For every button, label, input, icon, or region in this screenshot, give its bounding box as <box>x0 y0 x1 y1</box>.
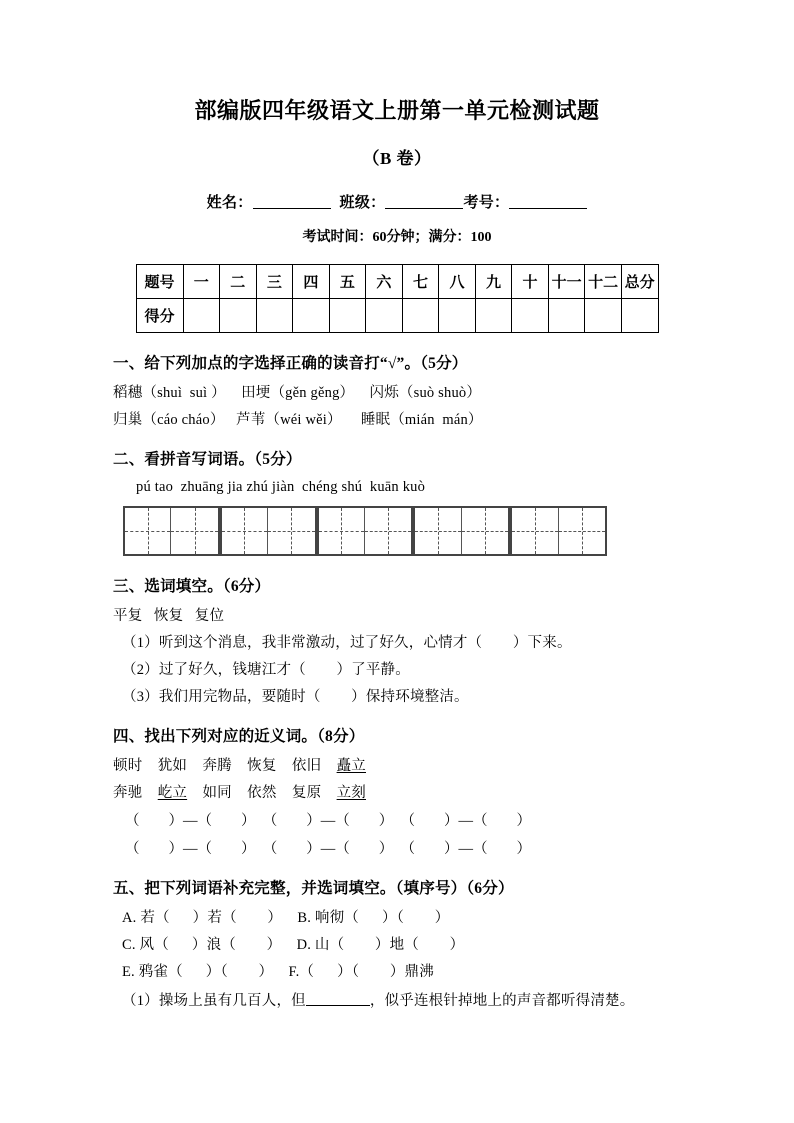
word-item: 如同 <box>202 785 232 802</box>
score-cell-11[interactable] <box>548 299 585 333</box>
col-header-total: 总分 <box>621 265 658 299</box>
score-cell-5[interactable] <box>329 299 366 333</box>
grid-pair-2[interactable] <box>220 506 317 556</box>
score-cell-8[interactable] <box>439 299 476 333</box>
grid-pair-1[interactable] <box>123 506 220 556</box>
score-cell-4[interactable] <box>293 299 330 333</box>
col-header-12: 十二 <box>585 265 622 299</box>
name-input-blank[interactable] <box>253 195 331 209</box>
col-header-4: 四 <box>293 265 330 299</box>
grid-cell[interactable] <box>559 508 605 554</box>
col-header-3: 三 <box>256 265 293 299</box>
row-label-score: 得分 <box>136 299 183 333</box>
grid-cell[interactable] <box>268 508 314 554</box>
section-one-heading: 一、给下列加点的字选择正确的读音打“√”。（5分） <box>113 355 468 373</box>
row-label-question-no: 题号 <box>136 265 183 299</box>
grid-cell[interactable] <box>125 508 171 554</box>
section-two-heading: 二、看拼音写词语。（5分） <box>113 451 302 469</box>
word-item: 恢复 <box>247 758 277 775</box>
score-table-container <box>136 264 659 333</box>
score-table <box>136 264 659 333</box>
section-three-item-3[interactable]: （3）我们用完物品，要随时（ ）保持环境整洁。 <box>122 689 469 706</box>
grid-pair-3[interactable] <box>317 506 414 556</box>
section-four-heading: 四、找出下列对应的近义词。（8分） <box>113 728 365 746</box>
word-item: 奔腾 <box>202 758 232 775</box>
grid-cell[interactable] <box>415 508 461 554</box>
col-header-8: 八 <box>439 265 476 299</box>
section-one-row-1: 稻穗（shuì suì ） 田埂（gěn gěng） 闪烁（suò shuò） <box>113 385 482 402</box>
table-row-scores <box>136 299 658 333</box>
word-item: 顿时 <box>113 758 143 775</box>
grid-cell[interactable] <box>319 508 365 554</box>
writing-grid[interactable] <box>123 506 597 556</box>
word-item-underlined: 立刻 <box>336 785 366 802</box>
col-header-6: 六 <box>366 265 403 299</box>
section-five-item-2[interactable]: C. 风（ ）浪（ ） D. 山（ ）地（ ） <box>122 937 465 954</box>
section-four-answer-row-2[interactable]: （ ）—（ ） （ ）—（ ） （ ）—（ ） <box>125 841 531 858</box>
score-cell-2[interactable] <box>220 299 257 333</box>
questions-container <box>0 333 794 1010</box>
score-cell-9[interactable] <box>475 299 512 333</box>
table-row-question-numbers <box>136 265 658 299</box>
page-subtitle: （B 卷） <box>362 149 432 169</box>
score-cell-7[interactable] <box>402 299 439 333</box>
fill-item-suffix: ，似乎连根针掉地上的声音都听得清楚。 <box>369 993 635 1010</box>
word-item: 依然 <box>247 785 277 802</box>
page-title: 部编版四年级语文上册第一单元检测试题 <box>194 98 600 123</box>
score-cell-12[interactable] <box>585 299 622 333</box>
fill-item-prefix: （1）操场上虽有几百人，但 <box>122 993 306 1010</box>
col-header-1: 一 <box>183 265 220 299</box>
section-five-fill-item-1[interactable] <box>0 981 794 1010</box>
section-five-heading: 五、把下列词语补充完整，并选词填空。（填序号）（6分） <box>113 880 514 898</box>
score-cell-10[interactable] <box>512 299 549 333</box>
class-label: 班级： <box>339 195 386 212</box>
grid-pair-4[interactable] <box>413 506 510 556</box>
grid-cell[interactable] <box>512 508 558 554</box>
section-five-item-3[interactable]: E. 鸦雀（ ）（ ） F.（ ）（ ）鼎沸 <box>122 964 434 981</box>
grid-cell[interactable] <box>222 508 268 554</box>
col-header-9: 九 <box>475 265 512 299</box>
score-cell-6[interactable] <box>366 299 403 333</box>
name-label: 姓名： <box>206 195 253 212</box>
col-header-7: 七 <box>402 265 439 299</box>
word-item-underlined: 矗立 <box>336 758 366 775</box>
score-cell-3[interactable] <box>256 299 293 333</box>
grid-cell[interactable] <box>171 508 217 554</box>
grid-pair-5[interactable] <box>510 506 607 556</box>
section-three-item-1[interactable]: （1）听到这个消息，我非常激动，过了好久，心情才（ ）下来。 <box>122 635 572 652</box>
score-cell-total[interactable] <box>621 299 658 333</box>
score-cell-1[interactable] <box>183 299 220 333</box>
section-three-item-2[interactable]: （2）过了好久，钱塘江才（ ）了平静。 <box>122 662 410 679</box>
word-item: 依旧 <box>291 758 322 775</box>
section-three-heading: 三、选词填空。（6分） <box>113 578 271 596</box>
word-item-underlined: 屹立 <box>157 785 188 802</box>
student-identity-line <box>0 169 794 212</box>
exam-no-label: 考号： <box>463 195 510 212</box>
section-four-word-row-2 <box>0 775 794 802</box>
col-header-5: 五 <box>329 265 366 299</box>
col-header-10: 十 <box>512 265 549 299</box>
grid-cell[interactable] <box>462 508 508 554</box>
col-header-2: 二 <box>220 265 257 299</box>
word-item: 犹如 <box>157 758 188 775</box>
fill-in-blank[interactable] <box>306 993 370 1006</box>
section-four-answer-row-1[interactable]: （ ）—（ ） （ ）—（ ） （ ）—（ ） <box>125 813 531 830</box>
section-one-row-2: 归巢（cáo cháo） 芦苇（wéi wěi） 睡眠（mián mán） <box>113 412 483 429</box>
section-five-item-1[interactable]: A. 若（ ）若（ ） B. 响彻（ ）（ ） <box>122 910 450 927</box>
class-input-blank[interactable] <box>385 195 463 209</box>
word-item: 奔驰 <box>113 785 143 802</box>
word-item: 复原 <box>291 785 322 802</box>
grid-cell[interactable] <box>365 508 411 554</box>
section-three-word-bank: 平复 恢复 复位 <box>113 608 225 625</box>
col-header-11: 十一 <box>548 265 585 299</box>
exam-no-input-blank[interactable] <box>509 195 587 209</box>
section-four-word-row-1 <box>0 746 794 775</box>
exam-info-line: 考试时间：60分钟；满分：100 <box>302 230 492 246</box>
section-two-pinyin-row: pú tao zhuāng jia zhú jiàn chéng shú kuān kuò <box>136 479 426 496</box>
